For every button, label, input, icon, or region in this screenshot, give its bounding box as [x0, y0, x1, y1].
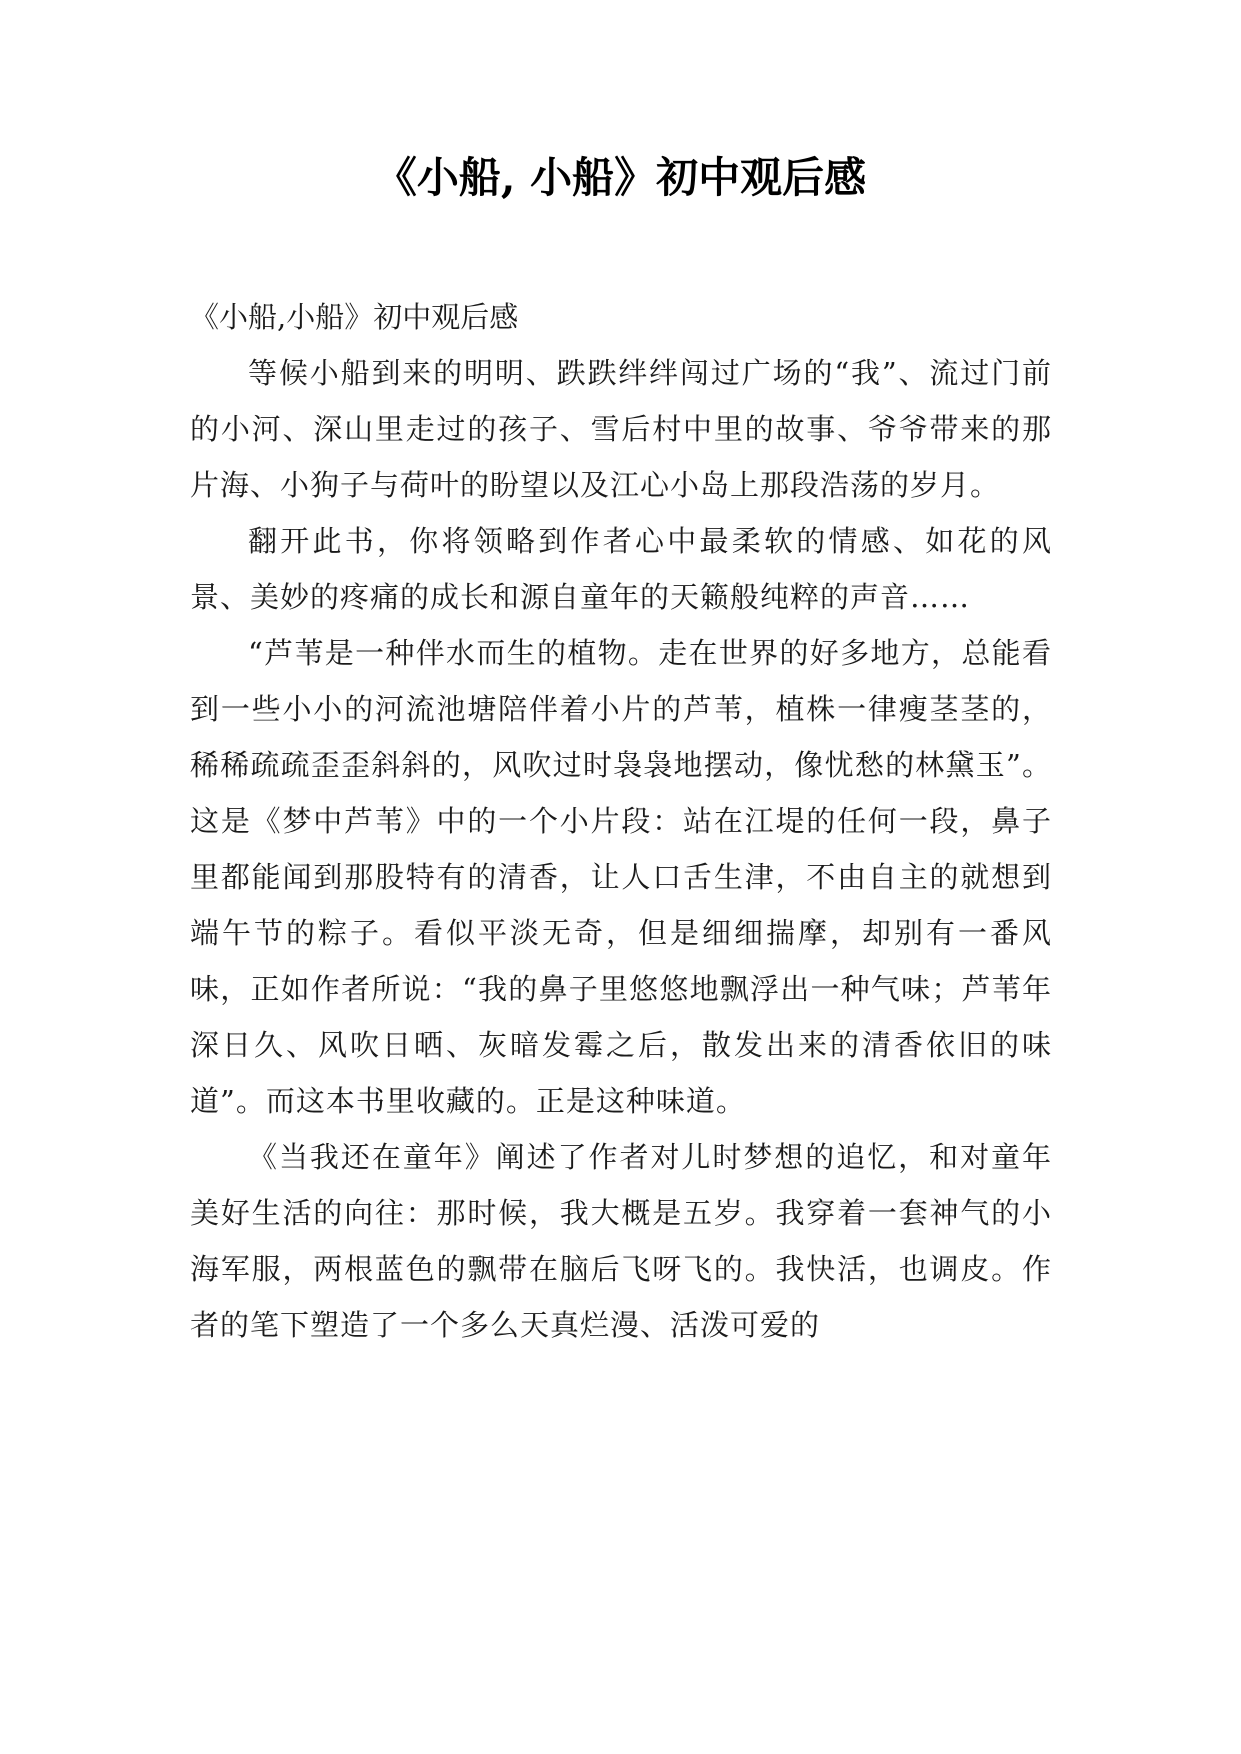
- document-body: [190, 289, 1052, 1353]
- subtitle-paragraph: 《小船,小船》初中观后感: [190, 300, 519, 334]
- paragraph-4: 《当我还在童年》阐述了作者对儿时梦想的追忆，和对童年美好生活的向往：那时候，我大概是五岁。我穿着一套神气的小海军服，两根蓝色的飘带在脑后飞呀飞的。我快活，也调皮。作者的笔下塑造了一个多么天真烂漫、活泼可爱的: [190, 1140, 1052, 1342]
- document-title: 《小船, 小船》初中观后感: [374, 153, 867, 202]
- paragraph-1: 等候小船到来的明明、跌跌绊绊闯过广场的“我”、流过门前的小河、深山里走过的孩子、雪后村中里的故事、爷爷带来的那片海、小狗子与荷叶的盼望以及江心小岛上那段浩荡的岁月。: [190, 356, 1052, 502]
- paragraph-2: 翻开此书，你将领略到作者心中最柔软的情感、如花的风景、美妙的疼痛的成长和源自童年的天籁般纯粹的声音……: [190, 524, 1052, 614]
- paragraph-3: “芦苇是一种伴水而生的植物。走在世界的好多地方，总能看到一些小小的河流池塘陪伴着小片的芦苇，植株一律瘦茎茎的，稀稀疏疏歪歪斜斜的，风吹过时袅袅地摆动，像忧愁的林黛玉”。这是《梦中芦苇》中的一个小片段：站在江堤的任何一段，鼻子里都能闻到那股特有的清香，让人口舌生津，不由自主的就想到端午节的粽子。看似平淡无奇，但是细细揣摩，却别有一番风味，正如作者所说：“我的鼻子里悠悠地飘浮出一种气味；芦苇年深日久、风吹日晒、灰暗发霉之后，散发出来的清香依旧的味道”。而这本书里收藏的。正是这种味道。: [190, 636, 1052, 1118]
